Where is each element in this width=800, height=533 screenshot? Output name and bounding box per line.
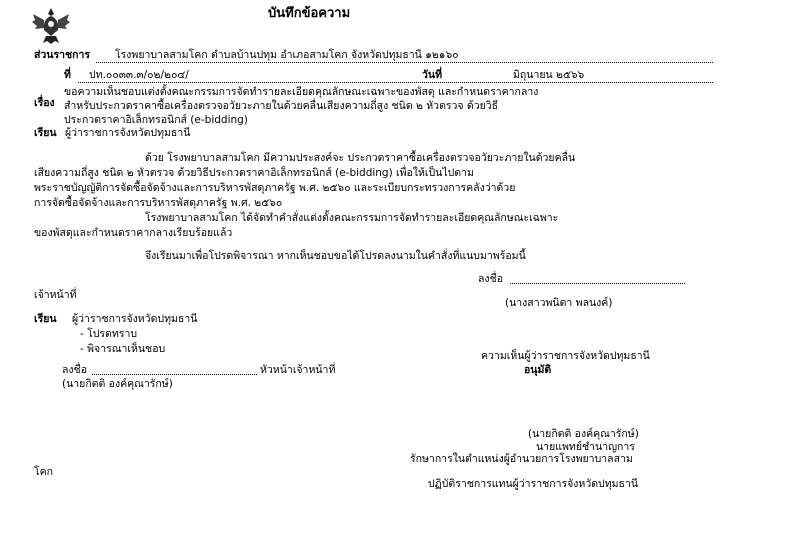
director-name: (นายกิตติ องค์คุณารักษ์) bbox=[528, 428, 639, 440]
officer-role: เจ้าหน้าที่ bbox=[34, 289, 77, 301]
body-paragraph-line: ด้วย โรงพยาบาลสามโคก มีความประสงค์จะ ประกวดราคาซื้อเครื่องตรวจอวัยวะภายในด้วยคลื่น bbox=[145, 152, 576, 164]
approved-text: อนุมัติ bbox=[524, 364, 552, 376]
on-behalf-text: ปฏิบัติราชการแทนผู้ว่าราชการจังหวัดปทุมธานี bbox=[428, 478, 639, 490]
subject-line: สำหรับประกวดราคาซื้อเครื่องตรวจอวัยวะภายในด้วยคลื่นเสียงความถี่สูง ชนิด ๒ หัวตรวจ ด้วยวิธี bbox=[64, 100, 499, 112]
subject-line: ประกวดราคาอิเล็กทรอนิกส์ (e-bidding) bbox=[64, 114, 248, 126]
acting-line-continued: โคก bbox=[34, 466, 54, 478]
subject-label: เรื่อง bbox=[34, 97, 55, 109]
date-label: วันที่ bbox=[422, 69, 442, 81]
head-name: (นายกิตติ องค์คุณารักษ์) bbox=[62, 378, 173, 390]
to2-value: ผู้ว่าราชการจังหวัดปทุมธานี bbox=[72, 313, 198, 325]
agency-value: โรงพยาบาลสามโคก ตำบลบ้านปทุม อำเภอสามโคก จังหวัดปทุมธานี ๑๒๑๖๐ bbox=[115, 49, 459, 61]
subject-line: ขอความเห็นชอบแต่งตั้งคณะกรรมการจัดทำรายละเอียดคุณลักษณะเฉพาะของพัสดุ และกำหนดราคากลาง bbox=[64, 86, 539, 98]
head-sign-line bbox=[92, 374, 257, 375]
head-sign-label: ลงชื่อ bbox=[62, 364, 87, 376]
option-acknowledge: - โปรดทราบ bbox=[80, 328, 138, 340]
officer-name: (นางสาวพนิดา พลนงค์) bbox=[505, 297, 613, 309]
director-title: นายแพทย์ชำนาญการ bbox=[536, 441, 635, 453]
garuda-emblem-icon bbox=[30, 4, 72, 46]
memo-title: บันทึกข้อความ bbox=[268, 6, 351, 21]
body-paragraph-line: ของพัสดุและกำหนดราคากลางเรียบร้อยแล้ว bbox=[34, 227, 233, 239]
date-value: มิถุนายน ๒๕๖๖ bbox=[513, 69, 585, 81]
to-value: ผู้ว่าราชการจังหวัดปทุมธานี bbox=[65, 127, 191, 139]
ref-label: ที่ bbox=[64, 69, 71, 81]
body-paragraph-line: จึงเรียนมาเพื่อโปรดพิจารณา หากเห็นชอบขอได้โปรดลงนามในคำสั่งที่แนบมาพร้อมนี้ bbox=[145, 250, 526, 262]
ref-value: ปท.๐๐๓๓.๓/๐๒/๒๐๔/ bbox=[89, 69, 189, 81]
option-approve: - พิจารณาเห็นชอบ bbox=[80, 343, 166, 355]
acting-line: รักษาการในตำแหน่งผู้อำนวยการโรงพยาบาลสาม bbox=[410, 453, 633, 465]
body-paragraph-line: การจัดซื้อจัดจ้างและการบริหารพัสดุภาครัฐ พ.ศ. ๒๕๖๐ bbox=[34, 197, 283, 209]
to-label: เรียน bbox=[34, 127, 57, 139]
opinion-label: ความเห็นผู้ว่าราชการจังหวัดปทุมธานี bbox=[481, 350, 650, 362]
body-paragraph-line: พระราชบัญญัติการจัดซื้อจัดจ้างและการบริหารพัสดุภาครัฐ พ.ศ. ๒๕๖๐ และระเบียบกระทรวงการคลังว่าด้วย bbox=[34, 182, 516, 194]
body-paragraph-line: โรงพยาบาลสามโคก ได้จัดทำคำสั่งแต่งตั้งคณะกรรมการจัดทำรายละเอียดคุณลักษณะเฉพาะ bbox=[145, 212, 559, 224]
head-role: หัวหน้าเจ้าหน้าที่ bbox=[260, 364, 336, 376]
officer-sign-label: ลงชื่อ bbox=[478, 273, 503, 285]
agency-dotted-line bbox=[96, 62, 713, 63]
ref-dotted-line bbox=[78, 82, 713, 83]
officer-sign-line bbox=[510, 283, 685, 284]
body-paragraph-line: เสียงความถี่สูง ชนิด ๒ หัวตรวจ ด้วยวิธีประกวดราคาอิเล็กทรอนิกส์ (e-bidding) เพื่อให้เป็นไปตาม bbox=[34, 167, 474, 179]
to2-label: เรียน bbox=[34, 313, 57, 325]
agency-label: ส่วนราชการ bbox=[34, 49, 91, 61]
